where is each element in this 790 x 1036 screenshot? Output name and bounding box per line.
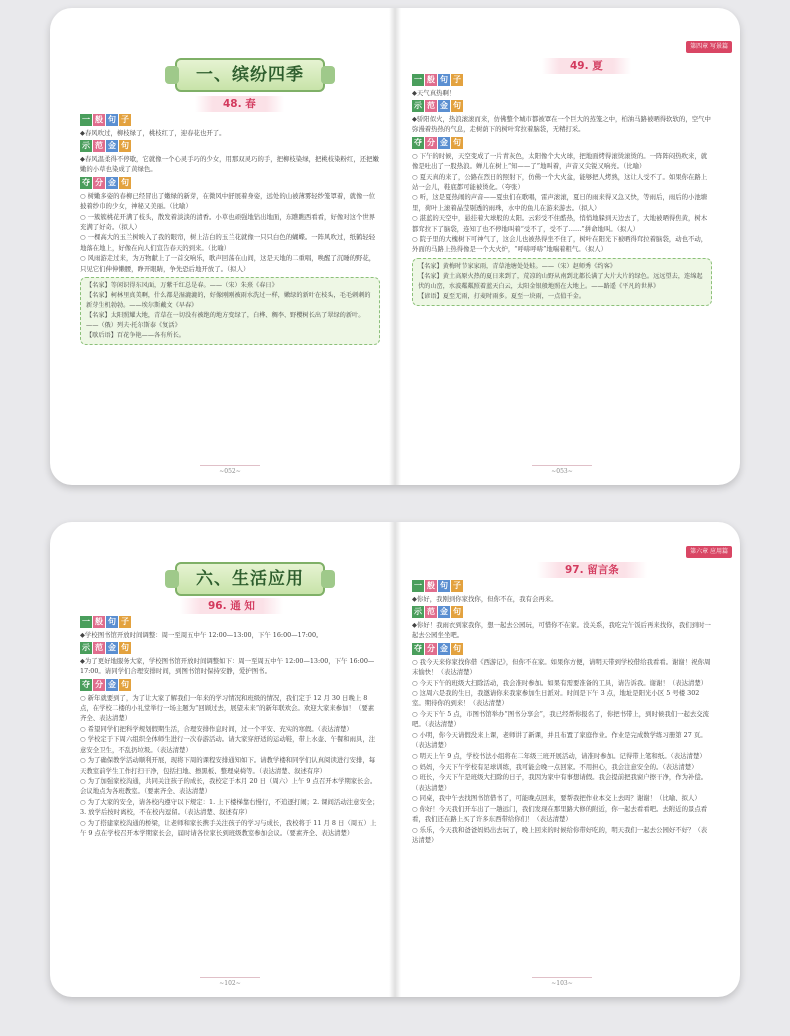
section-badge-general: 一 般 句 子	[82, 617, 129, 626]
sentence-score: ○ 湛蓝的天空中，悬挂着大球般的太阳。云彩受不住酷热，悄悄地躲到天边去了，大地被晒得焦黄，树木都耷拉下了脑袋，连知了也不停地叫着“受不了，受不了……”拼命地叫。（拟人）	[412, 214, 708, 233]
page-number: ~103~	[532, 977, 592, 989]
sentence-score: ○ 为了确保教学活动顺利开展，现将下周的课程安排通知如下。请教学楼和同学们认真阅读进行安排，每天教室前学生工作打扫干净，包括扫地、擦黑板、整理桌椅等。（表达清楚、叙述有序）	[80, 756, 376, 775]
sentence-score: ○ 这周六是我的生日，我邀请你来我家参加生日派对。时间是下午 3 点，地址是阳光小区 5 号楼 302 室。期待你的到来！（表达清楚）	[412, 689, 700, 708]
bottom-spread	[50, 522, 740, 997]
sentence-general: ◆学校图书馆开放时间调整：周一至周五中午 12:00—13:00，下午 16:00—17:00。	[80, 631, 323, 639]
section-badge-general: 一 般 句 子	[414, 75, 461, 84]
sentence-score: ○ 今天下午的班级大扫除活动，我会准时参加。如果有需要准备的工具，请告诉我。谢谢！（表达清楚）	[412, 678, 708, 687]
quote: 【名家】太阳照耀大地，青草在一切没有被绝的地方变绿了，白桦、稠李、野樱树长出了翠绿的新叶。——（俄）列夫·托尔斯泰《复活》	[86, 311, 365, 329]
sentence-general: ◆春风吹过，柳枝绿了，桃枝红了，迎春花也开了。	[80, 129, 226, 137]
page-number: ~053~	[532, 465, 592, 477]
section-badge-score: 夺 分 金 句	[414, 643, 461, 653]
famous-quotes-box	[412, 258, 712, 306]
book-gutter	[389, 522, 401, 997]
sentence-example: ◆为了更好地服务大家，学校图书馆开放时间调整如下：周一至周五中午 12:00—13:00，下午 16:00—17:00。请同学们合理安排时间，到图书馆时保持安静，爱护图书。	[80, 657, 375, 676]
sentence-score: ○ 乐乐，今天我和爸爸妈妈出去玩了，晚上回来的时候给你带好吃的，明天我们一起去公园好不好？（表达清楚）	[412, 825, 708, 845]
sentence-score: ○ 学校定于下周六组织全体师生进行一次春游活动。请大家穿舒适的运动鞋，带上水壶、午餐和雨具，注意安全卫生，不乱扔垃圾。（表达清楚）	[80, 735, 376, 754]
sentence-example: ◆春风温柔得不停歇，它就像一个心灵手巧的少女，用那双灵巧的手，把柳枝染绿，把桃枝染粉红，还把嫩嫩的小草也染成了黄绿色。	[80, 155, 379, 174]
page-number: ~052~	[200, 465, 260, 477]
section-badge-general: 一 般 句 子	[82, 115, 129, 124]
section-badge-score: 夺 分 金 句	[414, 137, 461, 147]
sentence-score: ○ 妈妈，今天下午学校有足球训练，我可能会晚一点回家。不用担心，我会注意安全的。（表达清楚）	[412, 762, 698, 771]
sentence-score: ○ 为了大家的安全，请各校内遵守以下规定：1. 上下楼梯靠右慢行，不追逐打闹；2. 课间活动注意安全；3. 放学后按时离校，不在校内逗留。（表达清楚、叙述有序）	[80, 798, 379, 817]
sentence-score: ○ 班长，今天下午是班级大扫除的日子，我因为家中有事想请假。我会提前把我窗户擦干净，作为补偿。（表达清楚）	[412, 773, 708, 792]
sentence-score: ○ 今天下午 5 点，市图书馆举办“图书分享会”，我已经帮你报名了，你把书带上，到时候我们一起去交流吧。（表达清楚）	[412, 710, 710, 729]
quote: 【名家】等闲识得东风面，万紫千红总是春。——（宋）朱熹《春日》	[86, 281, 278, 289]
quote: 【歇后语】百花争艳——各有所长。	[86, 331, 185, 339]
book-gutter	[389, 8, 401, 485]
quote: 【谚语】夏至无雨，打麦时雨多。夏至一块雨，一点值千金。	[418, 292, 586, 300]
chapter-ribbon: 六、生活应用	[175, 562, 325, 596]
quote: 【名家】黄土高原火热的夏日来到了，荒凉的山野从南到北都长满了大片大片的绿色。远远望去，连绵起伏的山峦，水波粼粼照着蓝天白云，太阳金银般地照在大地上。——路遥《平凡的世界》	[418, 272, 703, 290]
lesson-title: 96. 通 知	[180, 598, 283, 614]
section-badge-general: 一 般 句 子	[414, 581, 461, 590]
sentence-score: ○ 院子里的大槐树下可神气了，这会儿也被热得坐不住了，树叶在阳光下被晒得耷拉着脑袋，动也不动，外面的马路上热得像是一个大火炉，“呼哧呼哧”地喘着粗气。（拟人）	[412, 235, 708, 254]
lesson-title: 49. 夏	[542, 58, 631, 74]
sentence-score: ○ 明天上午 9 点，学校书法小组将在二年级三班开展活动，请准时参加。记得带上笔和纸。（表达清楚）	[412, 751, 706, 760]
lesson-title: 48. 春	[195, 96, 284, 112]
sentence-score: ○ 一簇簇桃花开满了枝头，散发着淡淡的清香。小草也顽强地钻出地面，东瞧瞧西看看，好像对这个世界充满了好奇。（拟人）	[80, 212, 376, 231]
chapter-corner-tab: 第六章 应用篇	[686, 546, 732, 558]
page-052	[80, 8, 380, 485]
top-spread	[50, 8, 740, 485]
sentence-score: ○ 你好！今天我们开车出了一趟远门，我们发现在那里路大修的附近，你一起去看看吧。去附近的景点看看，我们还在路上买了许多东西带给你们！（表达清楚）	[412, 804, 708, 824]
section-badge-example: 示 范 金 句	[414, 101, 461, 111]
sentence-score: ○ 树嫩多姿的春柳已经冒出了嫩绿的新芽，在微风中舒展着身姿，远处的山被薄雾轻纱笼罩着，就像一位披着纱巾的少女，神秘又美丽。（比喻）	[80, 191, 376, 210]
famous-quotes-box	[80, 277, 380, 345]
chapter-ribbon: 一、缤纷四季	[175, 58, 325, 92]
sentence-score: ○ 为了搭建家校沟通的桥梁，让老师和家长携手关注孩子的学习与成长，我校将于 11 月 8 日（周五）上午 9 点在学校召开本学期家长会，届时请各位家长到班级教室参加会议。（要素齐全、表达清楚）	[80, 819, 377, 838]
sentence-score: ○ 一棵高大的玉兰树映入了我的眼帘，树上洁白的玉兰花就像一只只白色的蝴蝶。一阵风吹过，纸鹤轻轻地落在地上，好像在向人们宣告春天的到来。（比喻）	[80, 233, 376, 252]
section-badge-example: 示 范 金 句	[82, 643, 129, 653]
sentence-example: ◆你好！我雨衣到家我你，想一起去公园玩，可惜你不在家。没关系，我吃完午饭后再来找你，我们到时一起去公园坐坐吧。	[412, 621, 711, 640]
sentence-score: ○ 为了加强家校沟通，共同关注孩子的成长，我校定于本月 20 日（周六）上午 9 点召开本学期家长会。会议地点为各班教室。（要素齐全、表达清楚）	[80, 777, 377, 796]
quote: 【名家】黄梅时节家家雨，青草池塘处处蛙。——（宋）赵师秀《约客》	[418, 262, 616, 270]
sentence-score: ○ 夏天真的来了，公路在烈日的照射下，仿佛一个大火盆，能够把人烤熟，这让人受不了。如果你在路上站一会儿，鞋底都可能被烫化。（夸张）	[412, 172, 708, 191]
section-badge-score: 夺 分 金 句	[82, 177, 129, 187]
sentence-score: ○ 小明，你今天请假没来上课，老师讲了新课，并且布置了家庭作业。作业是完成数学练习册第 27 页。（表达清楚）	[412, 731, 707, 750]
lesson-title: 97. 留言条	[537, 562, 647, 578]
sentence-score: ○ 我今天来你家找你借《西游记》，但你不在家。如果你方便，请明天带到学校借给我看看。谢谢！祝你周末愉快！（表达清楚）	[412, 657, 711, 676]
sentence-score: ○ 下午的时候，天空变成了一片青灰色，太阳像个大火球，把地面烤得滚烫滚烫的。一阵阵闷热吹来，就像是吐出了一股热浪。蝉儿在树上“知——了”地叫着，声音又尖锐又响亮。（比喻）	[412, 151, 708, 170]
section-badge-example: 示 范 金 句	[414, 607, 461, 617]
chapter-corner-tab: 第四章 写景篇	[686, 41, 732, 53]
sentence-score: ○ 同桌，我中午去找图书馆借书了，可能晚点回来，要帮我把作业本交上去吗？谢谢！（比喻、拟人）	[412, 794, 701, 803]
sentence-score: ○ 风雨游走过来，为万物献上了一首交响乐，歌声回荡在山间，这是天地的二重唱，唤醒了沉睡的野花，只见它们伸伸懒腰，睁开眼睛，争先恐后地开放了。（拟人）	[80, 254, 376, 273]
quote: 【名家】柯林里真美啊，什么都是湿漉漉的，好像刚刚被雨水洗过一样，嫩绿的新叶在枝头，毛毛刺刺的新芽生机勃勃。——埃尔斯戴文《早春》	[86, 291, 371, 309]
page-number: ~102~	[200, 977, 260, 989]
sentence-general: ◆你好，我刚到你家找你，但你不在，我有会再来。	[412, 595, 558, 603]
page-102	[80, 522, 380, 997]
section-badge-example: 示 范 金 句	[82, 141, 129, 151]
sentence-general: ◆天气真热啊！	[412, 89, 456, 97]
sentence-example: ◆骄阳似火，热浪滚滚而来，仿佛整个城市都被罩在一个巨大的蒸笼之中，柏油马路被晒得软软的，空气中弥漫着热热的气息，走树荫下的树叶耷拉着脑袋，无精打采。	[412, 115, 711, 134]
section-badge-score: 夺 分 金 句	[82, 679, 129, 689]
page-053	[412, 8, 712, 485]
sentence-score: ○ 希望同学们把科学规划假期生活，合理安排作息时间，过一个平安、充实的寒假。（表达清楚）	[80, 724, 353, 733]
page-103	[412, 522, 712, 997]
sentence-score: ○ 听，这是夏热闹的声音——夏虫们在歌唱，雷声滚滚，夏日的雨来得又急又快，等雨后，雨后的小池塘里，荷叶上滚着晶莹剔透的雨珠，水中的鱼儿在游来游去。（拟人）	[412, 193, 708, 212]
sentence-score: ○ 新年就要到了，为了让大家了解我们一年来的学习情况和班级的情况，我们定于 12 月 30 日晚上 8 点，在学校二楼的小礼堂举行一场主题为“回顾过去，展望未来”的新年联欢会。欢迎大家来参加！（要素齐全、表达清楚）	[80, 693, 375, 723]
